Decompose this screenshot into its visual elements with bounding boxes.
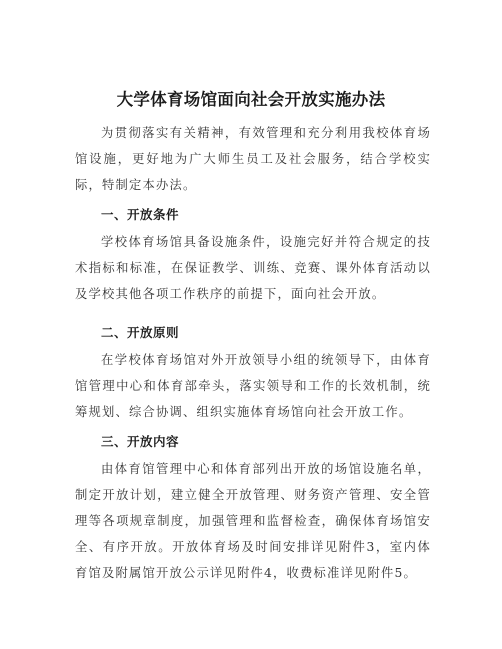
section-heading-principles: 二、开放原则 xyxy=(101,325,180,340)
section-body-content: 由体育馆管理中心和体育部列出开放的场馆设施名单，制定开放计划，建立健全开放管理、财务资产管理、安全管理等各项规章制度，加强管理和监督检查，确保体育场馆安全、有序开放。开放体育场及时间安排详见附件3，室内体育馆及附属馆开放公示详见附件4，收费标准详见附件5。 xyxy=(75,462,431,580)
section-body-principles: 在学校体育场馆对外开放领导小组的统领导下，由体育馆管理中心和体育部牵头，落实领导和工作的长效机制，统筹规划、综合协调、组织实施体育场馆向社会开放工作。 xyxy=(75,353,431,419)
section-body-conditions: 学校体育场馆具备设施条件，设施完好并符合规定的技术指标和标准，在保证教学、训练、竞赛、课外体育活动以及学校其他各项工作秩序的前提下，面向社会开放。 xyxy=(75,235,431,301)
intro-paragraph: 为贯彻落实有关精神，有效管理和充分利用我校体育场馆设施，更好地为广大师生员工及社会服务，结合学校实际，特制定本办法。 xyxy=(75,126,431,192)
section-heading-conditions: 一、开放条件 xyxy=(101,207,180,222)
section-heading-content: 三、开放内容 xyxy=(101,434,180,449)
document-title: 大学体育场馆面向社会开放实施办法 xyxy=(116,90,386,109)
